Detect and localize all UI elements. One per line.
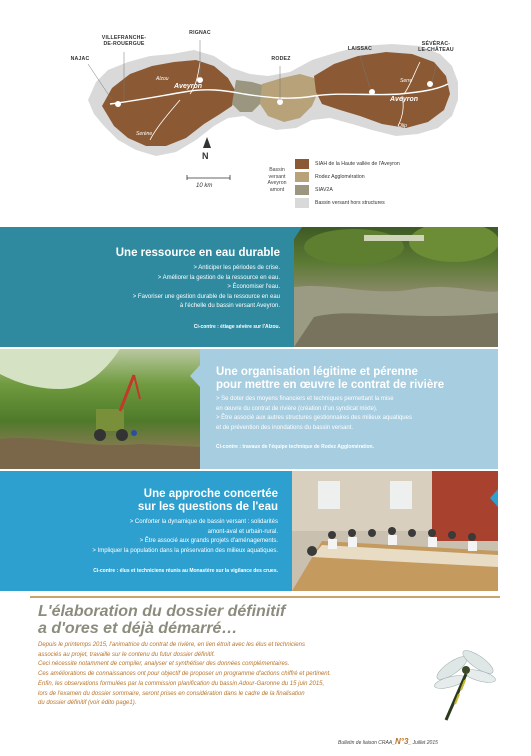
town-rignac: RIGNAC bbox=[189, 30, 211, 36]
title-line: pour mettre en œuvre le contrat de rivière bbox=[216, 379, 445, 392]
bottom-title bbox=[38, 603, 285, 637]
bullet-item: > Être associé aux autres structures gestionnaires des milieux aquatiques bbox=[216, 415, 412, 421]
town-rodez: RODEZ bbox=[271, 56, 291, 62]
river-olip: Olip bbox=[398, 123, 407, 129]
town-villefranche: VILLEFRANCHE- DE-ROUERGUE bbox=[101, 35, 147, 47]
legend-title: Bassin versant Aveyron amont bbox=[267, 167, 287, 193]
footer-bulletin: Bulletin de liaison CRAA_ bbox=[338, 740, 395, 746]
bullet-item: > Économiser l'eau. bbox=[227, 284, 280, 290]
footer bbox=[338, 737, 438, 746]
legend-swatch bbox=[295, 159, 309, 169]
footer-date: _ Juillet 2015 bbox=[408, 740, 438, 746]
river-alzou: Alzou bbox=[156, 76, 169, 82]
photo-works-equipment bbox=[0, 349, 200, 469]
river-aveyron-east: Aveyron bbox=[390, 96, 419, 103]
town-laissac: LAISSAC bbox=[347, 46, 373, 52]
bullet-item: amont-aval et urbain-rural. bbox=[207, 528, 278, 535]
river-serre: Serre bbox=[400, 78, 413, 84]
paragraph-line: du dossier définitif (voir édito page1). bbox=[38, 700, 137, 707]
legend-label: SIAV2A bbox=[315, 186, 333, 193]
panel-concerted-approach bbox=[0, 471, 292, 591]
bullet-item: > Anticiper les périodes de crise. bbox=[193, 265, 280, 271]
legend-label: Bassin versant hors structures bbox=[315, 199, 385, 206]
north-label: N bbox=[202, 151, 209, 161]
panel-title bbox=[216, 366, 444, 392]
paragraph-line: Ces améliorations de connaissances ont pour objectif de proposer un programme d'actions chiffré et pertinent. bbox=[38, 671, 331, 678]
bullet-list bbox=[216, 395, 412, 433]
bullet-item: en œuvre du contrat de rivière (création d'un syndicat mixte). bbox=[216, 405, 378, 412]
legend-item bbox=[295, 158, 400, 169]
paragraph-line: Ceci nécessite notamment de compiler, analyser et synthétiser des données complémentaires. bbox=[38, 661, 290, 668]
bullet-item: > Améliorer la gestion de la ressource en eau. bbox=[157, 274, 280, 281]
bullet-item: > Conforter la dynamique de bassin versant : solidarités bbox=[129, 519, 278, 525]
panel-water-resource bbox=[0, 227, 294, 347]
legend-label: Rodez Agglomération bbox=[315, 173, 365, 180]
photo-caption: Ci-contre : étiage sévère sur l'Alzou. bbox=[193, 324, 280, 330]
panel-title: Une ressource en eau durable bbox=[115, 247, 280, 259]
footer-issue-number: N°3 bbox=[394, 737, 409, 746]
bullet-item: > Impliquer la population dans la préservation des milieux aquatiques. bbox=[92, 547, 278, 554]
river-aveyron-west: Aveyron bbox=[174, 83, 203, 90]
photo-caption: Ci-contre : élus et techniciens réunis au Monastère sur la vigilance des crues. bbox=[93, 568, 278, 574]
watershed-map bbox=[0, 0, 531, 222]
legend-swatch bbox=[295, 185, 309, 195]
panel-arrow-icon bbox=[190, 365, 202, 387]
legend-item bbox=[295, 171, 365, 182]
bullet-item: > Favoriser une gestion durable de la ressource en eau bbox=[132, 293, 280, 300]
panel-title bbox=[138, 488, 278, 514]
bottom-paragraph bbox=[38, 641, 331, 709]
legend-item bbox=[295, 197, 385, 208]
section-divider bbox=[30, 596, 500, 598]
paragraph-line: Depuis le printemps 2015, l'animatrice du contrat de rivière, en lien étroit avec les élus et techniciens bbox=[38, 642, 305, 648]
legend-swatch bbox=[295, 172, 309, 182]
photo-river-graphic bbox=[294, 227, 498, 347]
title-line: Une organisation légitime et pérenne bbox=[216, 366, 418, 378]
town-severac: SÉVÉRAC- LE-CHÂTEAU bbox=[418, 41, 454, 53]
dragonfly-illustration bbox=[432, 646, 504, 726]
bullet-item: > Se doter des moyens financiers et techniques permettant la mise bbox=[216, 396, 394, 402]
paragraph-line: lors de l'examen du dossier sommaire, seront prises en considération dans le cadre de la finalisation bbox=[38, 690, 305, 697]
photo-river-drought bbox=[294, 227, 498, 347]
title-line: L'élaboration du dossier définitif bbox=[38, 603, 286, 620]
photo-meeting bbox=[292, 471, 498, 591]
bullet-item: > Être associé aux grands projets d'aménagements. bbox=[139, 538, 278, 544]
river-serene: Serène bbox=[136, 131, 153, 137]
bullet-item: et de prévention des inondations du bassin versant. bbox=[216, 424, 354, 431]
north-arrow-icon bbox=[203, 137, 211, 148]
legend-label: SIAH de la Haute vallée de l'Aveyron bbox=[315, 160, 400, 167]
town-najac: NAJAC bbox=[70, 56, 90, 62]
scale-label: 10 km bbox=[196, 183, 213, 189]
photo-works-graphic bbox=[0, 349, 200, 469]
title-line: Une approche concertée bbox=[143, 488, 278, 500]
panel-organisation bbox=[200, 349, 498, 469]
paragraph-line: associés au projet, travaille sur le contenu du futur dossier définitif. bbox=[38, 651, 216, 658]
legend-swatch bbox=[295, 198, 309, 208]
title-line: a d'ores et déjà démarré… bbox=[38, 620, 238, 637]
photo-caption: Ci-contre : travaux de l'équipe technique de Rodez Agglomération. bbox=[216, 444, 374, 450]
legend-item bbox=[295, 184, 333, 195]
bullet-list bbox=[133, 264, 280, 312]
photo-meeting-graphic bbox=[292, 471, 498, 591]
paragraph-line: Enfin, les observations formulées par la commission planification du bassin Adour-Garonne du 15 juin 2015, bbox=[38, 680, 325, 687]
title-line: sur les questions de l'eau bbox=[137, 501, 278, 514]
bullet-list bbox=[92, 518, 278, 556]
bullet-item: à l'échelle du bassin versant Aveyron. bbox=[179, 303, 280, 309]
